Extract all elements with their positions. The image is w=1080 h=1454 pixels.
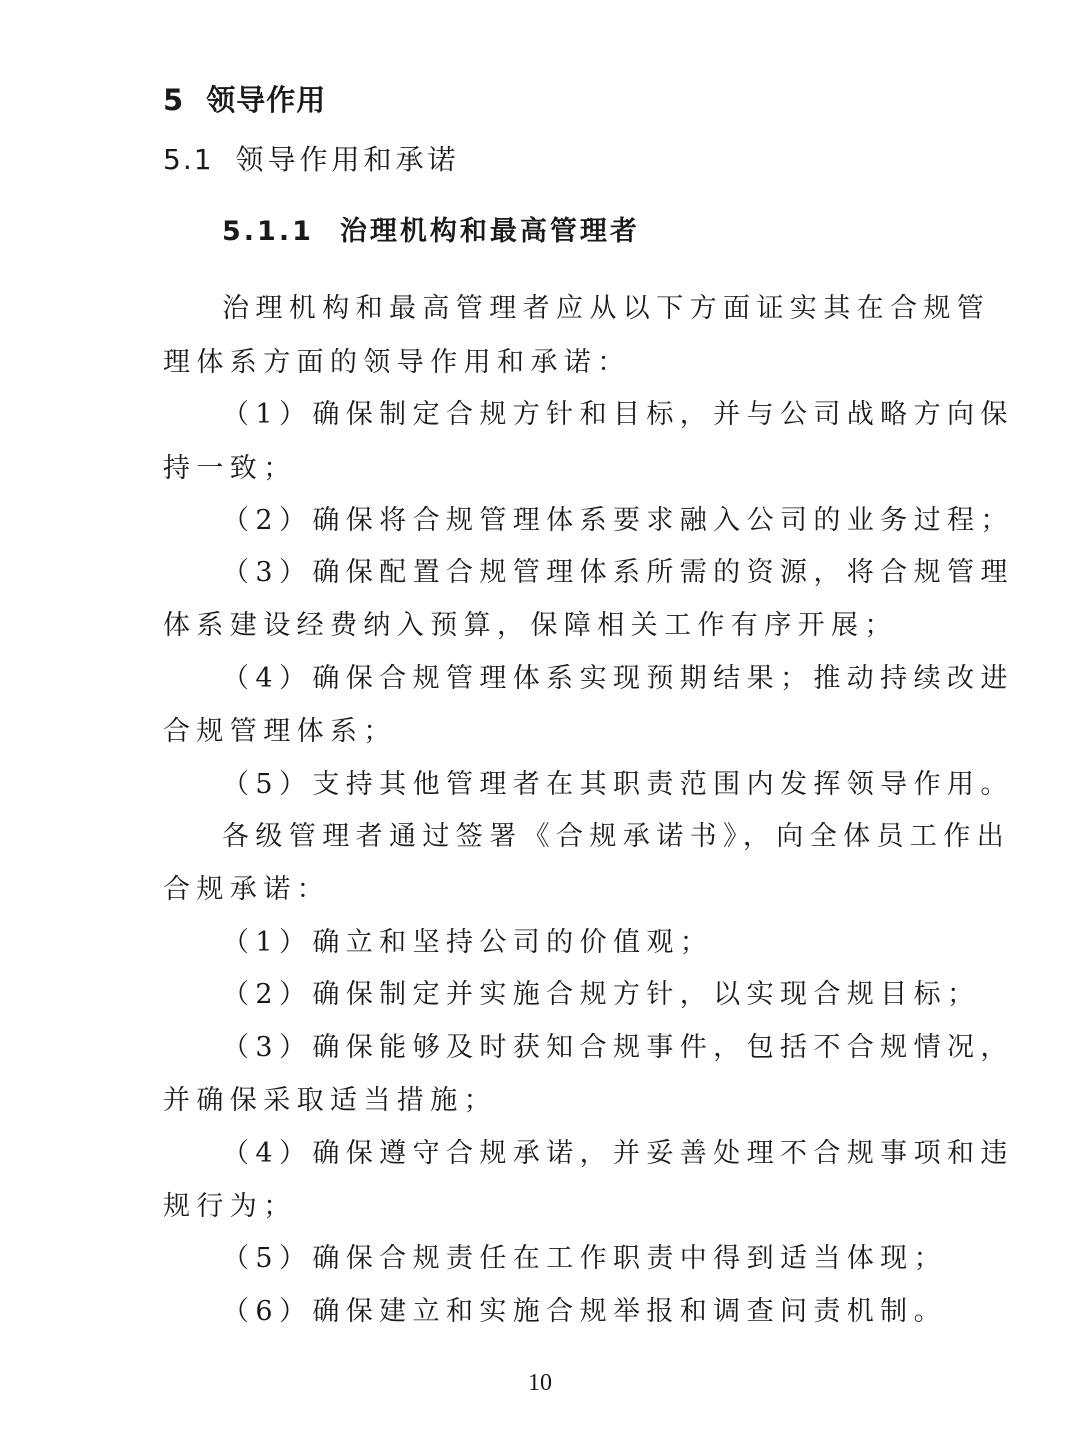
body-line: （1）确立和坚持公司的价值观； (222, 927, 714, 958)
section-number: 5 (163, 83, 185, 117)
body-line: （1）确保制定合规方针和目标，并与公司战略方向保 (222, 399, 1014, 430)
body-line: 理体系方面的领导作用和承诺： (163, 347, 631, 378)
body-line: （2）确保将合规管理体系要求融入公司的业务过程； (222, 505, 1014, 536)
section-title: 领导作用 (206, 83, 327, 117)
body-line: 规行为； (163, 1191, 297, 1222)
body-line: 体系建设经费纳入预算，保障相关工作有序开展； (163, 610, 898, 641)
subsection-number: 5.1 (163, 143, 214, 176)
body-line: （2）确保制定并实施合规方针，以实现合规目标； (222, 979, 981, 1010)
section-heading (163, 78, 326, 119)
page-number: 10 (528, 1370, 552, 1396)
subsubsection-title: 治理机构和最高管理者 (339, 216, 640, 247)
body-line: （4）确保遵守合规承诺，并妥善处理不合规事项和违 (222, 1138, 1014, 1169)
body-line: （3）确保配置合规管理体系所需的资源，将合规管理 (222, 557, 1014, 588)
body-line: 合规承诺： (163, 874, 330, 905)
body-line: 治理机构和最高管理者应从以下方面证实其在合规管 (222, 293, 991, 324)
subsection-title: 领导作用和承诺 (235, 143, 460, 176)
body-line: （5）支持其他管理者在其职责范围内发挥领导作用。 (222, 769, 1014, 800)
body-line: （6）确保建立和实施合规举报和调查问责机制。 (222, 1296, 947, 1327)
body-line: （4）确保合规管理体系实现预期结果；推动持续改进 (222, 663, 1014, 694)
body-line: 并确保采取适当措施； (163, 1085, 497, 1116)
subsubsection-number: 5.1.1 (222, 216, 314, 247)
body-line: 合规管理体系； (163, 716, 397, 747)
subsubsection-heading (222, 209, 640, 248)
body-line: （5）确保合规责任在工作职责中得到适当体现； (222, 1243, 947, 1274)
body-line: 各级管理者通过签署《合规承诺书》，向全体员工作出 (222, 821, 1011, 852)
body-line: 持一致； (163, 453, 297, 484)
subsection-heading (163, 138, 460, 178)
body-line: （3）确保能够及时获知合规事件，包括不合规情况， (222, 1032, 1014, 1063)
